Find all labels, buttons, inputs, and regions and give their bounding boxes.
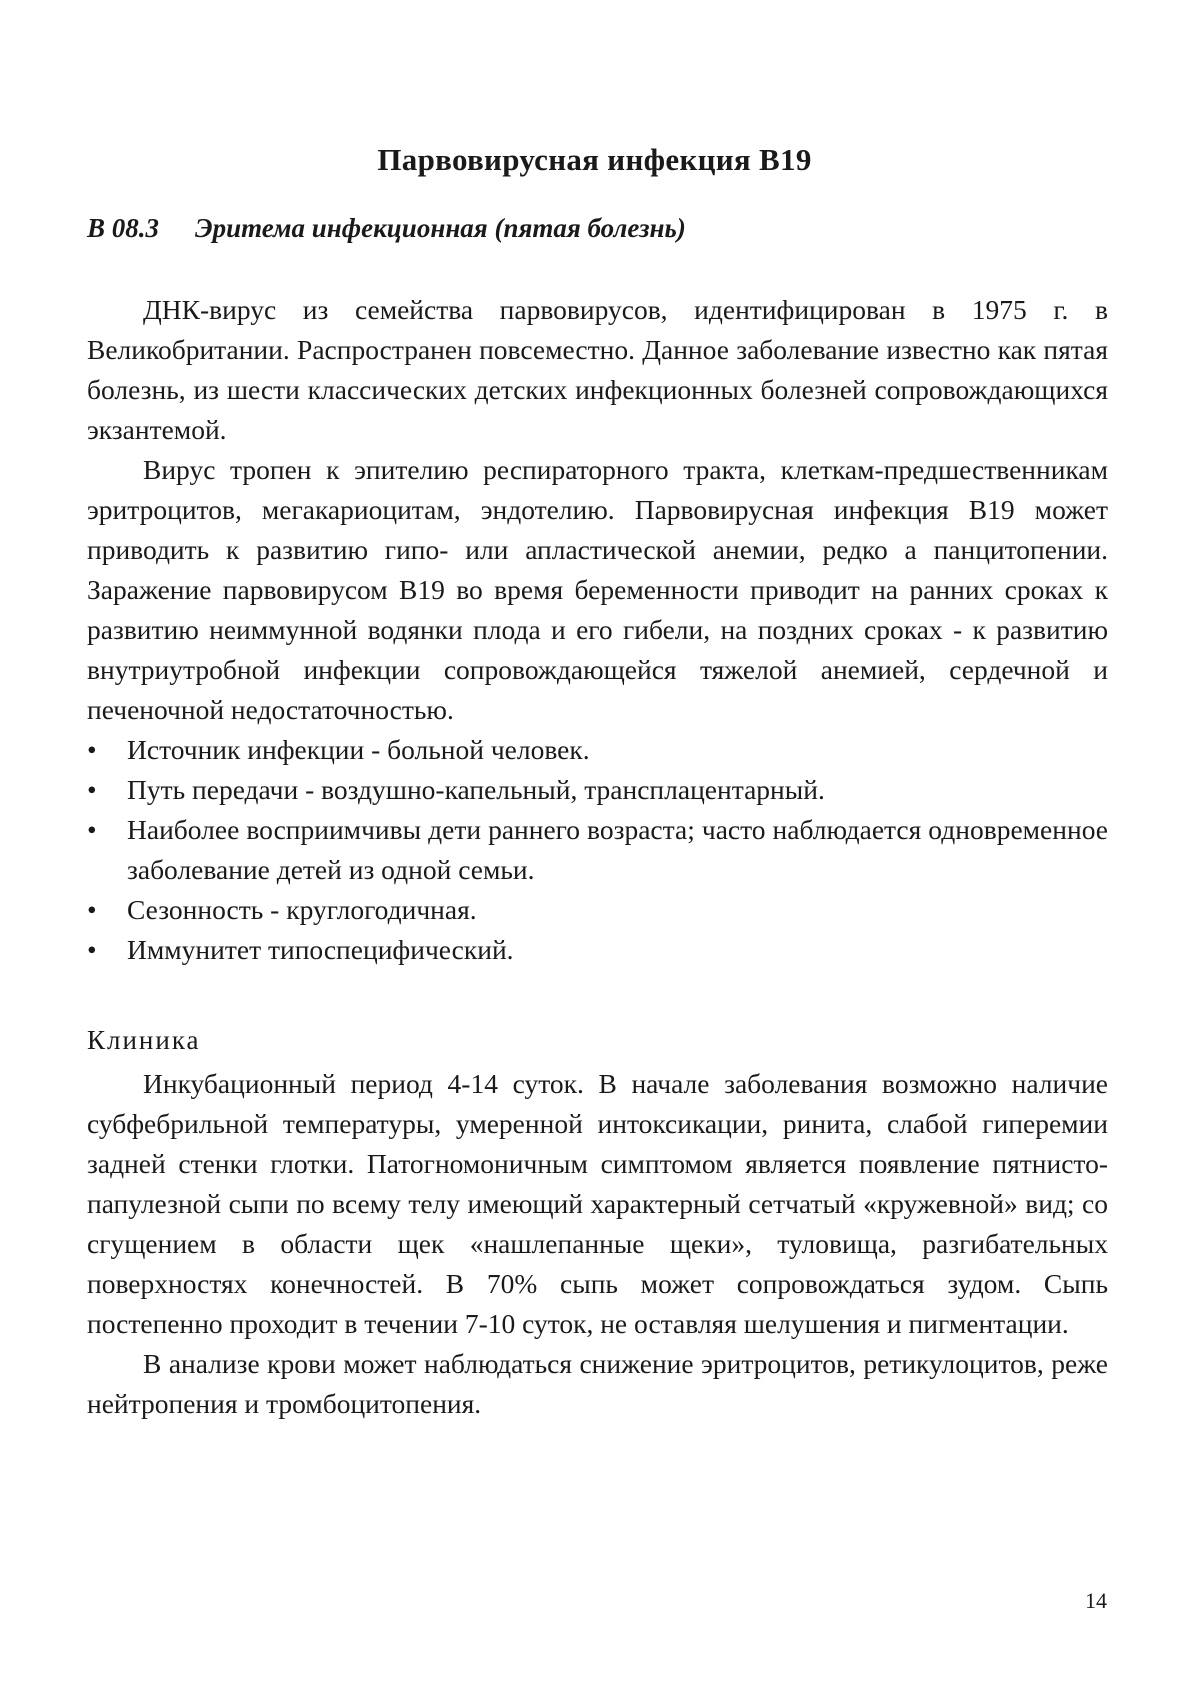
list-item	[87, 770, 1108, 810]
clinic-paragraph: Инкубационный период 4-14 суток. В начале заболевания возможно наличие субфебрильной температуры, умеренной интоксикации, ринита, слабой гиперемии задней стенки глотки. Патогномоничным симптомом является появление пятнисто-папулезной сыпи по всему телу имеющий характерный сетчатый «кружевной» вид; со сгущением в области щек «нашлепанные щеки», туловища, разгибательных поверхностях конечностей. В 70% сыпь может сопровождаться зудом. Сыпь постепенно проходит в течении 7-10 суток, не оставляя шелушения и пигментации.	[87, 1068, 1108, 1339]
list-item	[87, 810, 1108, 890]
subtitle-text: Эритема инфекционная (пятая болезнь)	[195, 213, 686, 243]
icd-code: В 08.3	[87, 213, 160, 243]
list-item-text: Наиболее восприимчивы дети раннего возраста; часто наблюдается одновременное заболевание детей из одной семьи.	[127, 814, 1108, 885]
list-item	[87, 890, 1108, 930]
bullet-icon: •	[87, 734, 97, 765]
bullet-icon: •	[87, 774, 97, 805]
list-item-text: Путь передачи - воздушно-капельный, трансплацентарный.	[127, 774, 825, 805]
facts-list	[87, 730, 1108, 970]
list-item-text: Иммунитет типоспецифический.	[127, 934, 514, 965]
clinic-paragraph: В анализе крови может наблюдаться снижение эритроцитов, ретикулоцитов, реже нейтропения и тромбоцитопения.	[87, 1348, 1108, 1419]
intro-paragraph: ДНК-вирус из семейства парвовирусов, идентифицирован в 1975 г. в Великобритании. Распространен повсеместно. Данное заболевание известно как пятая болезнь, из шести классических детских инфекционных болезней сопровождающихся экзантемой.	[87, 294, 1108, 445]
list-item	[87, 930, 1108, 970]
section-heading-clinic: Клиника	[87, 1025, 201, 1055]
page-title: Парвовирусная инфекция В19	[377, 142, 812, 177]
bullet-icon: •	[87, 814, 97, 845]
bullet-icon: •	[87, 894, 97, 925]
intro-paragraph: Вирус тропен к эпителию респираторного тракта, клеткам-предшественникам эритроцитов, мегакариоцитам, эндотелию. Парвовирусная инфекция В19 может приводить к развитию гипо- или апластической анемии, редко а панцитопении. Заражение парвовирусом В19 во время беременности приводит на ранних сроках к развитию неиммунной водянки плода и его гибели, на поздних сроках - к развитию внутриутробной инфекции сопровождающейся тяжелой анемией, сердечной и печеночной недостаточностью.	[87, 454, 1108, 725]
list-item-text: Сезонность - круглогодичная.	[127, 894, 477, 925]
page-number: 14	[1085, 1588, 1107, 1613]
bullet-icon: •	[87, 934, 97, 965]
list-item-text: Источник инфекции - больной человек.	[127, 734, 590, 765]
disease-subtitle	[87, 210, 686, 246]
list-item	[87, 730, 1108, 770]
page-content	[87, 290, 1108, 1424]
